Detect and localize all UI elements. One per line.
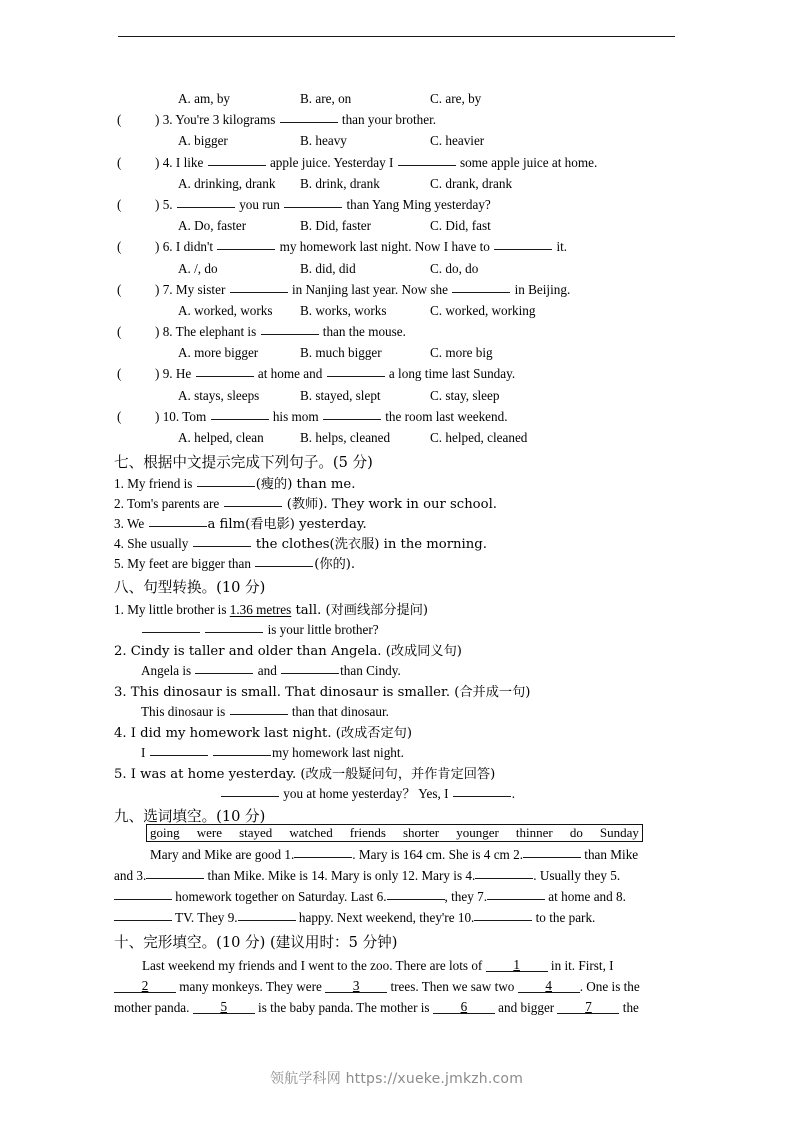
- stem-text: you run: [235, 196, 284, 212]
- section-nine-passage-line: [114, 887, 680, 908]
- word-bank-item[interactable]: going: [150, 825, 180, 841]
- item-text: 2. Tom's parents are: [114, 496, 223, 511]
- fill-blank[interactable]: [494, 237, 552, 251]
- blank-number: 4: [545, 978, 552, 993]
- fill-blank[interactable]: [114, 886, 172, 900]
- page-top-rule: [118, 36, 675, 37]
- section-nine-passage-line: [114, 908, 680, 929]
- watermark-footer: 领航学科网 https://xueke.jmkzh.com: [269, 1071, 524, 1087]
- multiple-choice-block: [114, 88, 680, 448]
- option-row: [114, 88, 680, 109]
- fill-blank[interactable]: [230, 701, 288, 715]
- answer-text: Angela is: [141, 663, 195, 678]
- option-c: C. stay, sleep: [430, 387, 500, 403]
- question-stem: [155, 363, 515, 384]
- stem-text: ) 7. My sister: [155, 281, 229, 297]
- passage-text: . One is the: [579, 979, 640, 994]
- fill-blank[interactable]: [433, 1000, 495, 1014]
- section-eight-heading: 八、句型转换。(10 分): [114, 579, 266, 596]
- option-c: C. worked, working: [430, 302, 536, 318]
- fill-blank[interactable]: [221, 783, 279, 797]
- prompt-text: 4. I did my homework last night. (改成否定句): [114, 726, 412, 741]
- section-ten-passage-line: [114, 998, 680, 1019]
- stem-text: ) 8. The elephant is: [155, 324, 260, 340]
- passage-text: , they: [444, 889, 478, 904]
- fill-blank[interactable]: [475, 865, 533, 879]
- option-row: [114, 385, 680, 406]
- stem-text: my homework last night. Now I have to: [276, 239, 494, 255]
- stem-text: than your brother.: [338, 112, 437, 128]
- stem-text: in Beijing.: [511, 281, 571, 297]
- fill-blank[interactable]: [261, 322, 319, 336]
- section-eight-answer: [220, 784, 515, 805]
- option-b: B. much bigger: [300, 345, 382, 361]
- stem-text: some apple juice at home.: [456, 154, 598, 170]
- passage-text: happy. Next weekend, they're: [295, 910, 458, 925]
- item-text: 4. She usually: [114, 536, 192, 551]
- blank-number: 1: [513, 957, 520, 972]
- fill-blank[interactable]: [452, 279, 510, 293]
- answer-bracket[interactable]: (: [117, 324, 122, 340]
- question-row: [114, 236, 680, 257]
- section-ten-passage-line: [114, 977, 680, 998]
- passage-text: TV. They: [172, 910, 228, 925]
- question-stem: [155, 406, 508, 427]
- option-row: [114, 427, 680, 448]
- fill-blank[interactable]: [146, 865, 204, 879]
- answer-text: than Cindy.: [340, 663, 401, 678]
- stem-text: ) 4. I like: [155, 154, 207, 170]
- passage-text: to the park.: [532, 910, 596, 925]
- fill-blank[interactable]: [327, 364, 385, 378]
- fill-blank[interactable]: [213, 742, 271, 756]
- word-bank-item[interactable]: watched: [289, 825, 333, 841]
- blank-number: 3.: [136, 868, 147, 883]
- section-eight-prompt: [114, 764, 495, 786]
- answer-text: than that dinosaur.: [288, 704, 389, 719]
- fill-blank[interactable]: [518, 979, 580, 993]
- option-a: A. bigger: [178, 133, 228, 149]
- question-stem: [155, 236, 567, 257]
- passage-text: Mary and Mike are good: [150, 847, 285, 862]
- answer-text: [201, 622, 204, 637]
- word-bank-item[interactable]: thinner: [515, 825, 553, 841]
- question-stem: [155, 152, 597, 173]
- option-c: C. are, by: [430, 91, 482, 106]
- fill-blank[interactable]: [193, 1000, 255, 1014]
- passage-text: Last weekend my friends and I went to the zoo. There are lots of: [142, 958, 486, 973]
- stem-text: than Yang Ming yesterday?: [343, 196, 491, 212]
- option-a: A. /, do: [178, 260, 218, 276]
- passage-text: many monkeys. They were: [176, 979, 326, 994]
- passage-text: homework together on Saturday. Last: [172, 889, 377, 904]
- option-b: B. drink, drank: [300, 175, 380, 191]
- blank-number: 5: [220, 999, 228, 1014]
- fill-blank[interactable]: [294, 844, 352, 858]
- blank-number: 5.: [610, 868, 621, 883]
- item-text: (瘦的) than me.: [255, 477, 356, 492]
- section-seven-item: [114, 554, 355, 576]
- question-stem: [155, 109, 436, 130]
- blank-number: 1.: [284, 847, 295, 862]
- item-text: a film(看电影) yesterday.: [207, 517, 367, 532]
- option-b: B. works, works: [300, 302, 387, 318]
- stem-text: a long time last Sunday.: [385, 366, 516, 382]
- blank-number: 8.: [616, 889, 626, 904]
- blank-number: 6.: [376, 889, 387, 904]
- prompt-text: 5. I was at home yesterday. (改成一般疑问句，并作肯定回答): [114, 767, 496, 782]
- stem-text: than the mouse.: [319, 324, 406, 340]
- answer-bracket[interactable]: (: [117, 154, 122, 170]
- option-c: C. helped, cleaned: [430, 430, 528, 445]
- option-row: [114, 258, 680, 279]
- fill-blank[interactable]: [487, 886, 545, 900]
- option-a: A. helped, clean: [178, 430, 264, 445]
- blank-number: 2: [141, 978, 149, 993]
- blank-number: 9.: [227, 910, 238, 925]
- option-b: B. stayed, slept: [300, 387, 381, 403]
- answer-text: and: [254, 663, 281, 678]
- fill-blank[interactable]: [149, 513, 207, 527]
- option-c: C. drank, drank: [430, 175, 513, 191]
- word-bank-item[interactable]: Sunday: [599, 825, 639, 841]
- fill-blank[interactable]: [196, 364, 254, 378]
- stem-text: in Nanjing last year. Now she: [288, 281, 452, 297]
- fill-blank[interactable]: [453, 783, 511, 797]
- item-text: (你的).: [314, 557, 356, 572]
- option-row: [114, 342, 680, 363]
- word-bank-box: [146, 824, 643, 842]
- passage-text: . Mary is 164 cm. She is 4 cm: [352, 847, 514, 862]
- stem-text: the room last weekend.: [381, 408, 508, 424]
- passage-text: than Mike: [581, 847, 639, 862]
- answer-text: I: [141, 745, 149, 760]
- prompt-text: 2. Cindy is taller and older than Angela. (改成同义句): [114, 644, 462, 659]
- option-b: B. helps, cleaned: [300, 430, 391, 445]
- option-row: [114, 300, 680, 321]
- answer-text: [209, 745, 212, 760]
- fill-blank[interactable]: [325, 979, 387, 993]
- fill-blank[interactable]: [255, 553, 313, 567]
- answer-text: .: [511, 786, 516, 801]
- stem-text: at home and: [254, 366, 326, 382]
- fill-blank[interactable]: [486, 958, 548, 972]
- fill-blank[interactable]: [238, 907, 296, 921]
- question-row: [114, 109, 680, 130]
- passage-text: mother panda.: [114, 1000, 193, 1015]
- stem-text: it.: [553, 239, 568, 255]
- answer-text: This dinosaur is: [141, 704, 229, 719]
- section-nine-passage-line: [114, 845, 680, 866]
- option-b: B. did, did: [300, 260, 356, 276]
- stem-text: ) 5.: [155, 196, 176, 212]
- section-eight-answer: [141, 743, 404, 764]
- prompt-text: tall. (对画线部分提问): [291, 603, 429, 618]
- option-c: C. more big: [430, 345, 493, 361]
- fill-blank[interactable]: [230, 279, 288, 293]
- fill-blank[interactable]: [323, 406, 381, 420]
- fill-blank[interactable]: [281, 660, 339, 674]
- underlined-phrase: 1.36 metres: [229, 602, 292, 617]
- fill-blank[interactable]: [398, 152, 456, 166]
- fill-blank[interactable]: [150, 742, 208, 756]
- option-c: C. do, do: [430, 260, 479, 276]
- fill-blank[interactable]: [142, 619, 200, 633]
- question-stem: [155, 194, 491, 215]
- blank-number: 7.: [477, 889, 487, 904]
- question-row: [114, 152, 680, 173]
- section-ten-passage-line: [114, 956, 680, 977]
- option-c: C. heavier: [430, 133, 485, 149]
- option-a: A. am, by: [178, 91, 231, 106]
- fill-blank[interactable]: [195, 660, 253, 674]
- option-row: [114, 173, 680, 194]
- passage-text: is the baby panda. The mother is: [254, 1000, 433, 1015]
- fill-blank[interactable]: [114, 907, 172, 921]
- option-b: B. are, on: [300, 91, 352, 106]
- word-bank-item[interactable]: stayed: [239, 825, 273, 841]
- answer-text: you at home yesterday？ Yes, I: [280, 786, 452, 801]
- stem-text: ) 10. Tom: [155, 408, 210, 424]
- option-a: A. Do, faster: [178, 218, 247, 234]
- blank-number: 7: [585, 999, 592, 1014]
- section-eight-answer: [141, 620, 379, 641]
- fill-blank[interactable]: [193, 533, 251, 547]
- fill-blank[interactable]: [557, 1000, 619, 1014]
- option-b: B. heavy: [300, 133, 347, 149]
- passage-text: the: [619, 1000, 639, 1015]
- answer-bracket[interactable]: (: [117, 366, 122, 382]
- passage-text: and: [114, 868, 137, 883]
- item-text: (教师). They work in our school.: [282, 497, 497, 512]
- stem-text: apple juice. Yesterday I: [266, 154, 397, 170]
- fill-blank[interactable]: [474, 907, 532, 921]
- passage-text: . Usually they: [533, 868, 611, 883]
- passage-text: and bigger: [494, 1000, 558, 1015]
- stem-text: ) 3. You're 3 kilograms: [155, 112, 279, 128]
- item-text: 3. We: [114, 516, 148, 531]
- option-a: A. drinking, drank: [178, 175, 276, 191]
- section-nine-heading: 九、选词填空。(10 分): [114, 808, 266, 825]
- answer-bracket[interactable]: (: [117, 196, 122, 212]
- item-text: 5. My feet are bigger than: [114, 556, 255, 571]
- option-a: A. stays, sleeps: [178, 387, 260, 403]
- section-eight-answer: [141, 702, 389, 723]
- question-stem: [155, 321, 406, 342]
- fill-blank[interactable]: [177, 194, 235, 208]
- stem-text: ) 6. I didn't: [155, 239, 217, 255]
- answer-text: is your little brother?: [264, 622, 379, 637]
- prompt-text: 1. My little brother is: [114, 602, 230, 617]
- blank-number: 4.: [465, 868, 476, 883]
- question-row: [114, 406, 680, 427]
- question-row: [114, 321, 680, 342]
- option-b: B. Did, faster: [300, 218, 372, 234]
- answer-bracket[interactable]: (: [117, 408, 122, 424]
- fill-blank[interactable]: [387, 886, 445, 900]
- option-a: A. more bigger: [178, 345, 259, 361]
- stem-text: ) 9. He: [155, 366, 195, 382]
- word-bank-item[interactable]: friends: [349, 825, 386, 841]
- word-bank-item[interactable]: younger: [456, 825, 499, 841]
- word-bank-item[interactable]: shorter: [403, 825, 440, 841]
- item-text: 1. My friend is: [114, 476, 196, 491]
- answer-text: my homework last night.: [272, 745, 404, 760]
- answer-bracket[interactable]: (: [117, 239, 122, 255]
- fill-blank[interactable]: [523, 844, 581, 858]
- item-text: the clothes(洗衣服) in the morning.: [251, 537, 487, 552]
- section-seven-heading: 七、根据中文提示完成下列句子。(5 分): [114, 454, 373, 471]
- section-eight-answer: [141, 661, 401, 682]
- answer-bracket[interactable]: (: [117, 281, 122, 297]
- question-stem: [155, 279, 570, 300]
- passage-text: than Mike. Mike is 14. Mary is only 12. Mary is: [204, 868, 466, 883]
- fill-blank[interactable]: [211, 406, 269, 420]
- fill-blank[interactable]: [280, 110, 338, 124]
- fill-blank[interactable]: [197, 473, 255, 487]
- section-ten-heading: 十、完形填空。(10 分) (建议用时：5 分钟): [114, 934, 398, 951]
- option-c: C. Did, fast: [430, 218, 491, 234]
- fill-blank[interactable]: [114, 979, 176, 993]
- fill-blank[interactable]: [224, 493, 282, 507]
- question-row: [114, 363, 680, 384]
- prompt-text: 3. This dinosaur is small. That dinosaur is smaller. (合并成一句): [114, 685, 531, 700]
- option-row: [114, 215, 680, 236]
- fill-blank[interactable]: [205, 619, 263, 633]
- question-row: [114, 194, 680, 215]
- stem-text: his mom: [269, 408, 322, 424]
- section-eight-prompt: [114, 682, 530, 704]
- fill-blank[interactable]: [217, 237, 275, 251]
- option-a: A. worked, works: [178, 302, 273, 318]
- word-bank-item[interactable]: do: [569, 825, 583, 841]
- fill-blank[interactable]: [208, 152, 266, 166]
- answer-bracket[interactable]: (: [117, 112, 122, 128]
- option-row: [114, 130, 680, 151]
- blank-number: 10.: [457, 910, 475, 925]
- blank-number: 2.: [513, 847, 523, 862]
- passage-text: in it. First, I: [547, 958, 614, 973]
- passage-text: at home and: [545, 889, 617, 904]
- word-bank-item[interactable]: were: [196, 825, 222, 841]
- question-row: [114, 279, 680, 300]
- fill-blank[interactable]: [284, 194, 342, 208]
- section-nine-passage-line: [114, 866, 680, 887]
- passage-text: trees. Then we saw two: [387, 979, 518, 994]
- blank-number: 6: [460, 999, 468, 1014]
- blank-number: 3: [352, 978, 360, 993]
